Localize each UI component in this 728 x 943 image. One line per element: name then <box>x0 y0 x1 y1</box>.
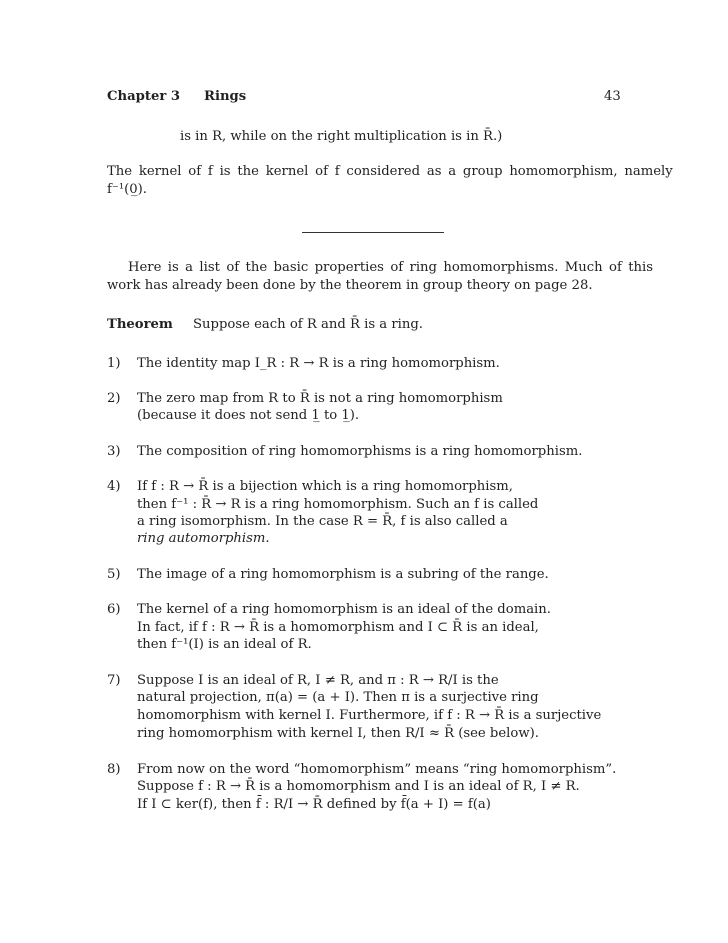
item-number: 8) <box>107 762 121 777</box>
item-text: then f⁻¹(I) is an ideal of R. <box>137 637 312 652</box>
item-number: 5) <box>107 567 121 582</box>
text-line: is in R, while on the right multiplication is in R̄.) <box>180 129 503 144</box>
item-number: 7) <box>107 673 121 688</box>
item-text: a ring isomorphism. In the case R = R̄, f is also called a <box>137 514 508 529</box>
item-text: If f : R → R̄ is a bijection which is a ring homomorphism, <box>137 479 513 494</box>
item-number: 4) <box>107 479 121 494</box>
item-text: The kernel of a ring homomorphism is an ideal of the domain. <box>137 602 551 617</box>
section-divider <box>302 232 444 233</box>
text-line: The kernel of f is the kernel of f considered as a group homomorphism, namely <box>107 164 673 179</box>
item-text: ring automorphism. <box>137 531 270 546</box>
text-line: work has already been done by the theorem in group theory on page 28. <box>107 278 593 293</box>
item-text: (because it does not send 1̲ to 1̲). <box>137 408 360 423</box>
item-text: ring homomorphism with kernel I, then R/I ≈ R̄ (see below). <box>137 726 539 741</box>
item-text: The composition of ring homomorphisms is a ring homomorphism. <box>137 444 583 459</box>
chapter-label: Chapter 3 <box>107 89 181 104</box>
item-text: If I ⊂ ker(f), then f̄ : R/I → R̄ defined by f̄(a + I) = f(a) <box>137 797 491 812</box>
page-number: 43 <box>604 89 621 104</box>
item-text: Suppose I is an ideal of R, I ≠ R, and π : R → R/I is the <box>137 673 499 688</box>
item-number: 6) <box>107 602 121 617</box>
chapter-title: Rings <box>204 89 247 104</box>
theorem-statement: Suppose each of R and R̄ is a ring. <box>193 317 423 332</box>
text-line: f⁻¹(0̲). <box>107 182 148 197</box>
item-text: The image of a ring homomorphism is a subring of the range. <box>137 567 549 582</box>
item-text: then f⁻¹ : R̄ → R is a ring homomorphism. Such an f is called <box>137 497 539 512</box>
item-number: 1) <box>107 356 121 371</box>
text-line: Here is a list of the basic properties of ring homomorphisms. Much of this <box>128 260 654 275</box>
theorem-label: Theorem <box>107 317 173 332</box>
item-text: In fact, if f : R → R̄ is a homomorphism and I ⊂ R̄ is an ideal, <box>137 620 539 635</box>
item-number: 3) <box>107 444 121 459</box>
item-text: homomorphism with kernel I. Furthermore, if f : R → R̄ is a surjective <box>137 708 602 723</box>
item-text: From now on the word “homomorphism” means “ring homomorphism”. <box>137 762 617 777</box>
item-text: natural projection, π(a) = (a + I). Then π is a surjective ring <box>137 690 539 705</box>
item-text: The identity map I_R : R → R is a ring homomorphism. <box>137 356 500 371</box>
item-text: The zero map from R to R̄ is not a ring homomorphism <box>137 391 503 406</box>
item-number: 2) <box>107 391 121 406</box>
item-text: Suppose f : R → R̄ is a homomorphism and I is an ideal of R, I ≠ R. <box>137 779 580 794</box>
